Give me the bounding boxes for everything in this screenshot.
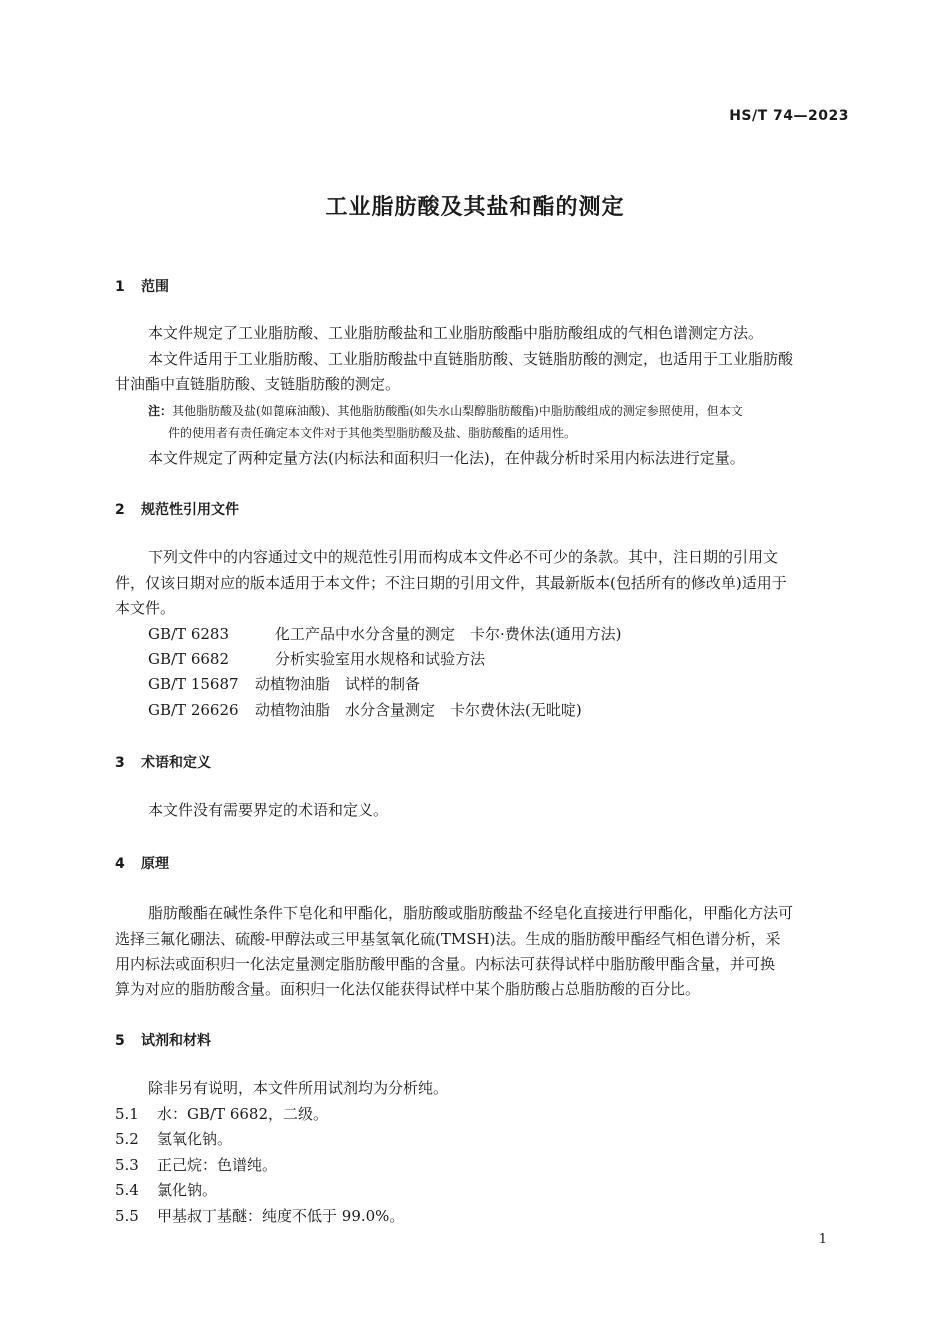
section-heading-4 bbox=[115, 853, 169, 873]
list-item bbox=[115, 1129, 232, 1149]
paragraph: 件，仅该日期对应的版本适用于本文件；不注日期的引用文件，其最新版本(包括所有的修改单)适用于 bbox=[115, 574, 787, 592]
reference-code: GB/T 15687 bbox=[148, 675, 239, 693]
note-text: 其他脂肪酸及盐(如蓖麻油酸)、其他脂肪酸酯(如失水山梨醇脂肪酸酯)中脂肪酸组成的测定参照使用，但本文 bbox=[172, 404, 743, 418]
section-number: 2 bbox=[115, 502, 125, 518]
item-text: 水：GB/T 6682，二级。 bbox=[157, 1105, 329, 1123]
section-title: 术语和定义 bbox=[141, 755, 211, 771]
page-title: 工业脂肪酸及其盐和酯的测定 bbox=[325, 195, 625, 220]
item-number: 5.3 bbox=[115, 1156, 139, 1174]
paragraph: 用内标法或面积归一化法定量测定脂肪酸甲酯的含量。内标法可获得试样中脂肪酸甲酯含量，并可换 bbox=[115, 955, 776, 973]
reference-title: 分析实验室用水规格和试验方法 bbox=[275, 650, 486, 668]
item-number: 5.1 bbox=[115, 1105, 139, 1123]
paragraph: 甘油酯中直链脂肪酸、支链脂肪酸的测定。 bbox=[115, 375, 401, 393]
paragraph: 下列文件中的内容通过文中的规范性引用而构成本文件必不可少的条款。其中，注日期的引用文 bbox=[148, 548, 779, 566]
list-item bbox=[115, 1180, 217, 1200]
section-title: 试剂和材料 bbox=[141, 1033, 211, 1049]
paragraph: 本文件适用于工业脂肪酸、工业脂肪酸盐中直链脂肪酸、支链脂肪酸的测定，也适用于工业脂肪酸 bbox=[148, 350, 794, 368]
reference-item bbox=[148, 674, 420, 694]
section-number: 1 bbox=[115, 279, 125, 295]
section-number: 3 bbox=[115, 755, 125, 771]
section-heading-2 bbox=[115, 499, 239, 519]
section-number: 5 bbox=[115, 1033, 125, 1049]
item-number: 5.4 bbox=[115, 1181, 139, 1199]
paragraph: 本文件规定了工业脂肪酸、工业脂肪酸盐和工业脂肪酸酯中脂肪酸组成的气相色谱测定方法。 bbox=[148, 324, 764, 342]
note bbox=[148, 402, 743, 420]
note: 件的使用者有责任确定本文件对于其他类型脂肪酸及盐、脂肪酸酯的适用性。 bbox=[168, 426, 577, 440]
doc-number: HS/T 74—2023 bbox=[729, 108, 849, 124]
item-text: 甲基叔丁基醚：纯度不低于 99.0%。 bbox=[157, 1207, 405, 1225]
page-number: 1 bbox=[818, 1232, 827, 1247]
reference-item bbox=[148, 624, 621, 644]
section-heading-5 bbox=[115, 1030, 211, 1050]
section-heading-3 bbox=[115, 752, 211, 772]
reference-item bbox=[148, 649, 485, 669]
item-text: 氢氧化钠。 bbox=[157, 1130, 233, 1148]
item-number: 5.5 bbox=[115, 1207, 139, 1225]
item-text: 正己烷：色谱纯。 bbox=[157, 1156, 278, 1174]
reference-code: GB/T 6283 bbox=[148, 625, 230, 643]
reference-title: 动植物油脂 试样的制备 bbox=[255, 675, 421, 693]
section-title: 范围 bbox=[141, 279, 169, 295]
note-label: 注： bbox=[148, 404, 173, 418]
paragraph: 算为对应的脂肪酸含量。面积归一化法仅能获得试样中某个脂肪酸占总脂肪酸的百分比。 bbox=[115, 980, 701, 998]
list-item bbox=[115, 1155, 277, 1175]
reference-title: 化工产品中水分含量的测定 卡尔·费休法(通用方法) bbox=[275, 625, 622, 643]
paragraph: 本文件规定了两种定量方法(内标法和面积归一化法)，在仲裁分析时采用内标法进行定量。 bbox=[148, 449, 745, 467]
section-heading-1 bbox=[115, 276, 169, 296]
list-item bbox=[115, 1206, 404, 1226]
paragraph: 选择三氟化硼法、硫酸-甲醇法或三甲基氢氧化硫(TMSH)法。生成的脂肪酸甲酯经气相色谱分析，采 bbox=[115, 930, 781, 948]
reference-item bbox=[148, 700, 582, 720]
paragraph: 除非另有说明，本文件所用试剂均为分析纯。 bbox=[148, 1079, 449, 1097]
item-number: 5.2 bbox=[115, 1130, 139, 1148]
paragraph: 本文件没有需要界定的术语和定义。 bbox=[148, 801, 389, 819]
paragraph: 脂肪酸酯在碱性条件下皂化和甲酯化，脂肪酸或脂肪酸盐不经皂化直接进行甲酯化，甲酯化方法可 bbox=[148, 904, 794, 922]
reference-code: GB/T 6682 bbox=[148, 650, 230, 668]
reference-title: 动植物油脂 水分含量测定 卡尔费休法(无吡啶) bbox=[255, 701, 582, 719]
reference-code: GB/T 26626 bbox=[148, 701, 239, 719]
paragraph: 本文件。 bbox=[115, 599, 176, 617]
item-text: 氯化钠。 bbox=[157, 1181, 218, 1199]
list-item bbox=[115, 1104, 328, 1124]
section-title: 规范性引用文件 bbox=[141, 502, 239, 518]
section-number: 4 bbox=[115, 856, 125, 872]
section-title: 原理 bbox=[141, 856, 169, 872]
